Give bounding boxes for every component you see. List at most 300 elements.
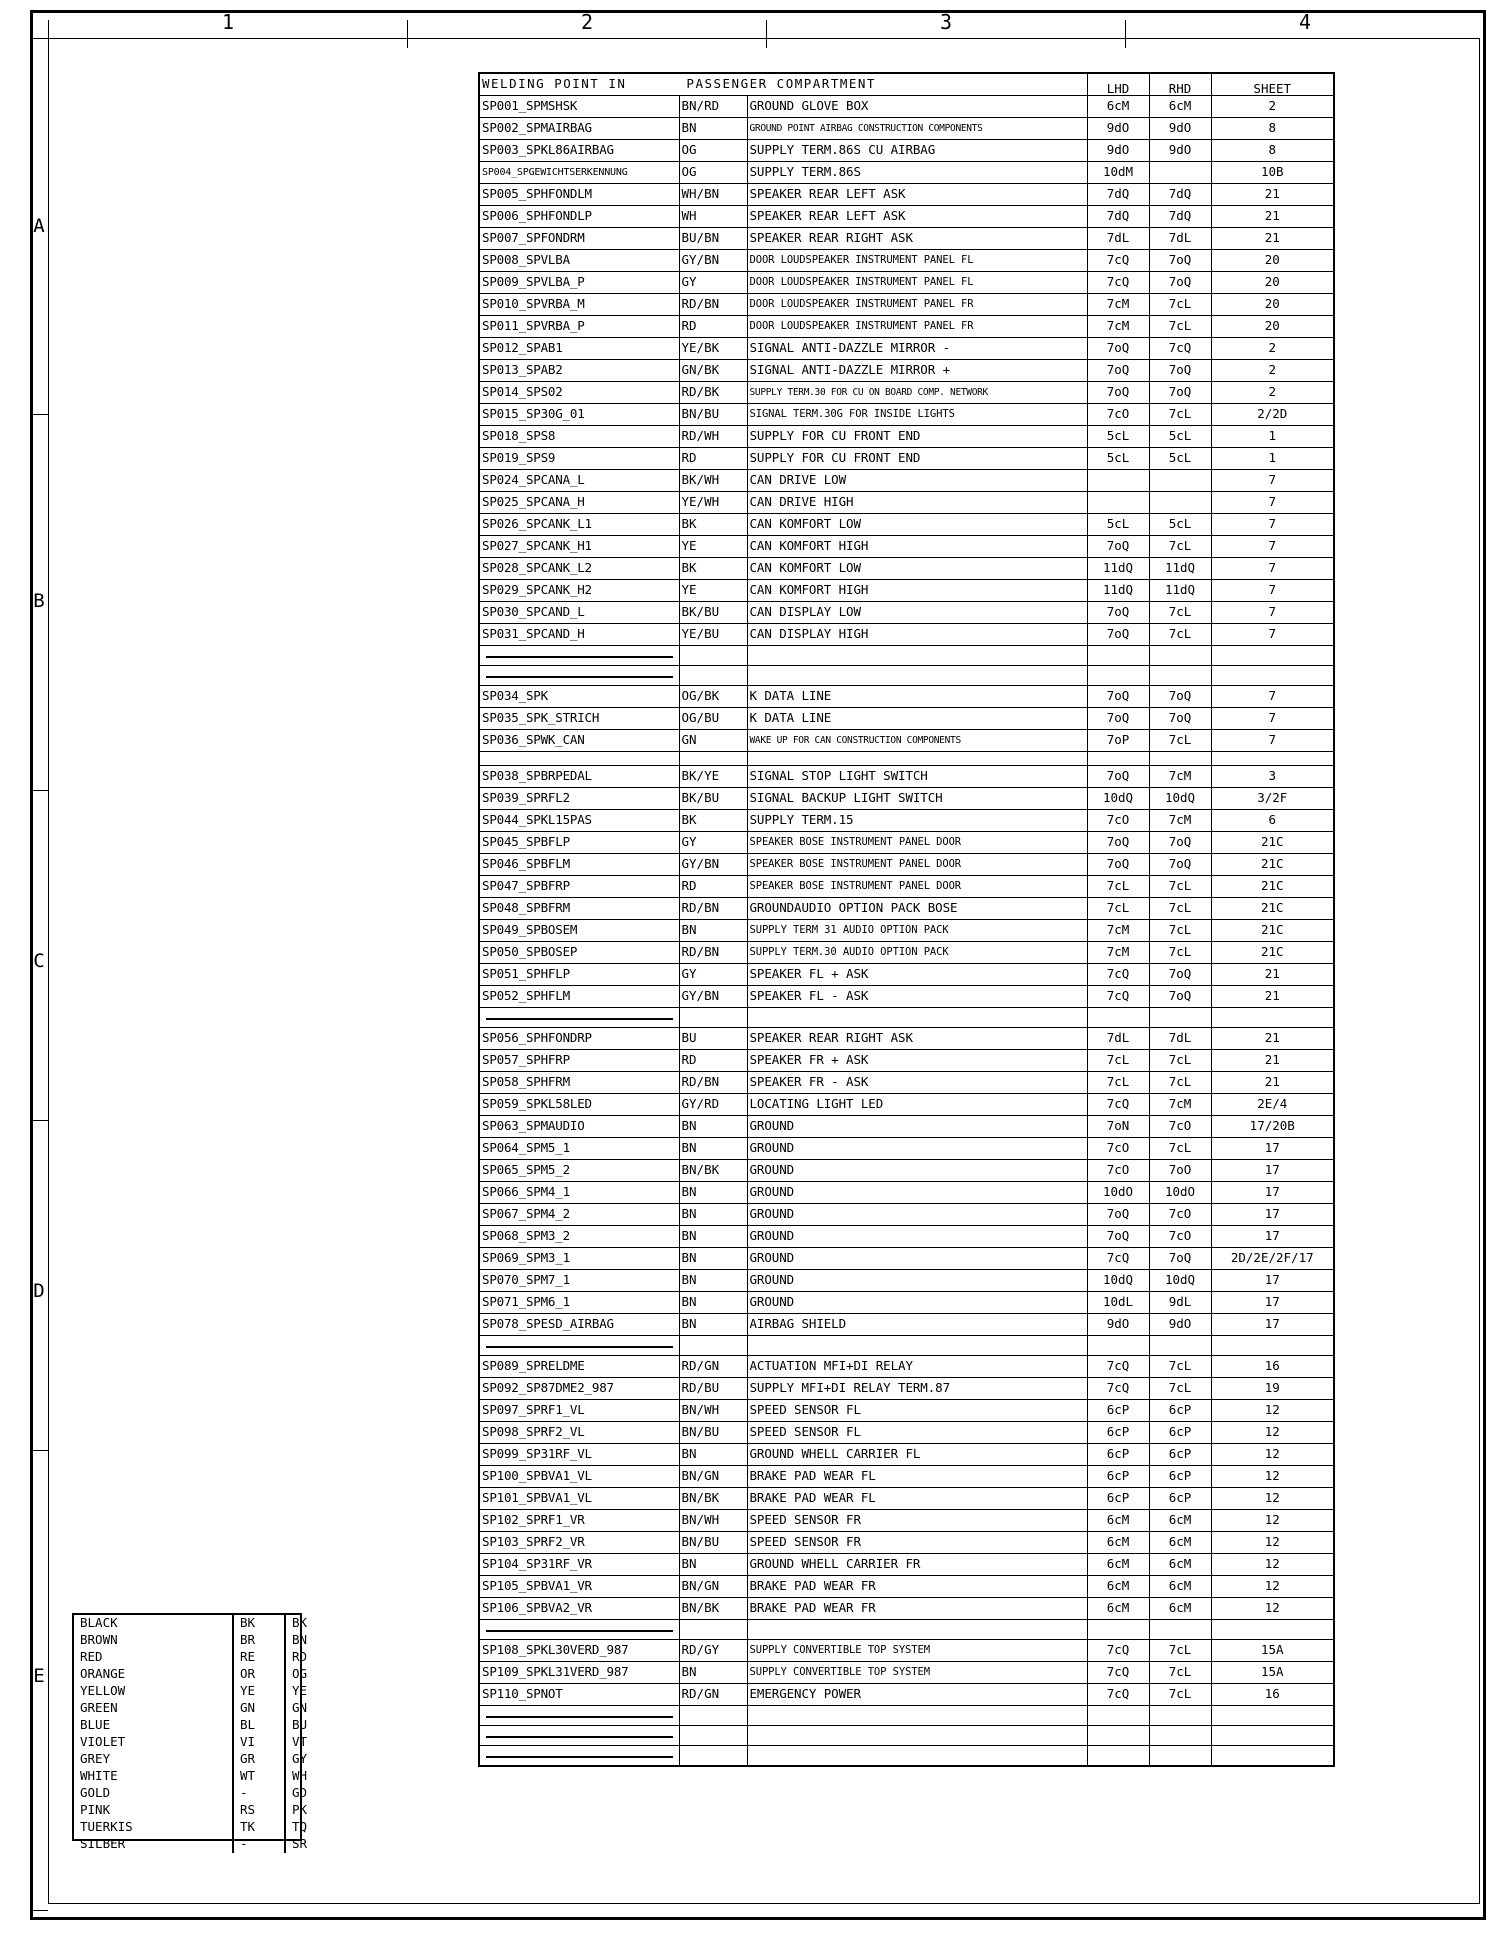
cell-color-code: BN/WH xyxy=(679,1510,747,1532)
table-row xyxy=(479,708,1334,730)
welding-point-table xyxy=(478,72,1333,1767)
legend-color-name: BLACK xyxy=(80,1615,118,1631)
legend-abbrev-de: BR xyxy=(233,1632,285,1649)
table-row xyxy=(479,1598,1334,1620)
cell-description: SIGNAL BACKUP LIGHT SWITCH xyxy=(747,788,1087,810)
legend-color-name: GREY xyxy=(80,1751,111,1767)
cell-rhd-code: 10dQ xyxy=(1149,1270,1211,1292)
cell-rhd-code: 7oO xyxy=(1149,1160,1211,1182)
cell-welding-point: SP105_SPBVA1_VR xyxy=(479,1576,679,1598)
cell-description: SPEAKER REAR LEFT ASK xyxy=(747,184,1087,206)
cell-color-code: BN/RD xyxy=(679,96,747,118)
cell-sheet-ref: 7 xyxy=(1211,536,1334,558)
cell-color-code: BK/BU xyxy=(679,788,747,810)
cell-color-code: YE xyxy=(679,580,747,602)
table-separator-row xyxy=(479,1746,1334,1767)
table-row xyxy=(479,788,1334,810)
cell-welding-point: SP015_SP30G_01 xyxy=(479,404,679,426)
legend-row xyxy=(74,1819,334,1836)
cell-rhd-code: 7oQ xyxy=(1149,360,1211,382)
cell-lhd-code: 7cM xyxy=(1087,942,1149,964)
cell-welding-point: SP009_SPVLBA_P xyxy=(479,272,679,294)
cell-rhd-code: 11dQ xyxy=(1149,580,1211,602)
cell-sheet-ref: 21 xyxy=(1211,1028,1334,1050)
cell-rhd-code: 6cP xyxy=(1149,1488,1211,1510)
cell-color-code: GY/BN xyxy=(679,250,747,272)
table-row xyxy=(479,1422,1334,1444)
legend-abbrev-de: TK xyxy=(233,1819,285,1836)
cell-description: GROUNDAUDIO OPTION PACK BOSE xyxy=(747,898,1087,920)
legend-abbrev-de: WT xyxy=(233,1768,285,1785)
cell-welding-point: SP025_SPCANA_H xyxy=(479,492,679,514)
cell-description: WAKE UP FOR CAN CONSTRUCTION COMPONENTS xyxy=(747,730,1087,752)
cell-description: GROUND WHELL CARRIER FL xyxy=(747,1444,1087,1466)
cell-sheet-ref: 21 xyxy=(1211,228,1334,250)
cell-color-code: OG/BK xyxy=(679,686,747,708)
cell-description: LOCATING LIGHT LED xyxy=(747,1094,1087,1116)
cell-rhd-code: 7oQ xyxy=(1149,1248,1211,1270)
cell-color-code: BU/BN xyxy=(679,228,747,250)
cell-rhd-code: 9dO xyxy=(1149,118,1211,140)
table-row xyxy=(479,1292,1334,1314)
cell-welding-point: SP070_SPM7_1 xyxy=(479,1270,679,1292)
cell-sheet-ref: 21 xyxy=(1211,1050,1334,1072)
cell-description: GROUND xyxy=(747,1204,1087,1226)
cell-lhd-code: 6cM xyxy=(1087,1554,1149,1576)
cell-description: SPEAKER REAR RIGHT ASK xyxy=(747,1028,1087,1050)
cell-rhd-code: 9dO xyxy=(1149,140,1211,162)
cell-sheet-ref: 12 xyxy=(1211,1488,1334,1510)
cell-lhd-code: 7dQ xyxy=(1087,206,1149,228)
cell-color-code: OG xyxy=(679,162,747,184)
cell-sheet-ref: 20 xyxy=(1211,316,1334,338)
cell-welding-point: SP065_SPM5_2 xyxy=(479,1160,679,1182)
cell-sheet-ref: 21 xyxy=(1211,1072,1334,1094)
cell-color-code: BN xyxy=(679,1314,747,1336)
cell-sheet-ref: 12 xyxy=(1211,1400,1334,1422)
cell-welding-point: SP019_SPS9 xyxy=(479,448,679,470)
cell-welding-point: SP010_SPVRBA_M xyxy=(479,294,679,316)
cell-sheet-ref: 21C xyxy=(1211,942,1334,964)
cell-welding-point: SP012_SPAB1 xyxy=(479,338,679,360)
cell-color-code: GY xyxy=(679,272,747,294)
cell-description: BRAKE PAD WEAR FR xyxy=(747,1576,1087,1598)
cell-lhd-code: 9dO xyxy=(1087,1314,1149,1336)
cell-color-code: BN xyxy=(679,1554,747,1576)
cell-description: SPEAKER FR + ASK xyxy=(747,1050,1087,1072)
cell-sheet-ref: 17 xyxy=(1211,1270,1334,1292)
cell-description: DOOR LOUDSPEAKER INSTRUMENT PANEL FR xyxy=(747,294,1087,316)
cell-rhd-code: 7cO xyxy=(1149,1116,1211,1138)
table-row xyxy=(479,1072,1334,1094)
cell-sheet-ref: 2 xyxy=(1211,96,1334,118)
table-row xyxy=(479,1466,1334,1488)
cell-color-code: BK/BU xyxy=(679,602,747,624)
cell-color-code: GN/BK xyxy=(679,360,747,382)
cell-sheet-ref: 17/20B xyxy=(1211,1116,1334,1138)
table-separator-row xyxy=(479,1620,1334,1640)
cell-description: GROUND xyxy=(747,1226,1087,1248)
cell-description: GROUND POINT AIRBAG CONSTRUCTION COMPONENTS xyxy=(747,118,1087,140)
cell-color-code: RD/GN xyxy=(679,1356,747,1378)
cell-color-code: RD/BK xyxy=(679,382,747,404)
cell-color-code: YE/BU xyxy=(679,624,747,646)
cell-lhd-code: 6cM xyxy=(1087,1532,1149,1554)
cell-lhd-code: 6cP xyxy=(1087,1422,1149,1444)
legend-row xyxy=(74,1717,334,1734)
cell-welding-point: SP069_SPM3_1 xyxy=(479,1248,679,1270)
cell-description: BRAKE PAD WEAR FL xyxy=(747,1488,1087,1510)
cell-description: GROUND WHELL CARRIER FR xyxy=(747,1554,1087,1576)
cell-color-code: RD/GY xyxy=(679,1640,747,1662)
cell-description: SUPPLY TERM.30 AUDIO OPTION PACK xyxy=(747,942,1087,964)
legend-abbrev-en: VT xyxy=(285,1734,334,1751)
cell-description: SUPPLY TERM.30 FOR CU ON BOARD COMP. NETWORK xyxy=(747,382,1087,404)
cell-color-code: RD xyxy=(679,876,747,898)
cell-lhd-code: 7cO xyxy=(1087,1138,1149,1160)
cell-color-code: BN/BK xyxy=(679,1488,747,1510)
cell-rhd-code: 7oQ xyxy=(1149,832,1211,854)
cell-lhd-code: 7oQ xyxy=(1087,536,1149,558)
row-label-a: A xyxy=(33,215,45,237)
cell-lhd-code: 7cQ xyxy=(1087,964,1149,986)
cell-sheet-ref: 20 xyxy=(1211,272,1334,294)
legend-color-name: GOLD xyxy=(80,1785,111,1801)
cell-lhd-code: 7oQ xyxy=(1087,708,1149,730)
cell-lhd-code: 6cM xyxy=(1087,1598,1149,1620)
cell-rhd-code: 6cP xyxy=(1149,1466,1211,1488)
legend-abbrev-de: GN xyxy=(233,1700,285,1717)
cell-rhd-code: 6cM xyxy=(1149,1510,1211,1532)
cell-sheet-ref: 21C xyxy=(1211,832,1334,854)
cell-rhd-code: 7oQ xyxy=(1149,986,1211,1008)
cell-color-code: GY xyxy=(679,964,747,986)
cell-welding-point: SP024_SPCANA_L xyxy=(479,470,679,492)
cell-welding-point: SP049_SPBOSEM xyxy=(479,920,679,942)
cell-color-code: YE xyxy=(679,536,747,558)
cell-welding-point: SP109_SPKL31VERD_987 xyxy=(479,1662,679,1684)
table-row xyxy=(479,1094,1334,1116)
cell-description: DOOR LOUDSPEAKER INSTRUMENT PANEL FR xyxy=(747,316,1087,338)
table-row xyxy=(479,1532,1334,1554)
table-row xyxy=(479,250,1334,272)
legend-row xyxy=(74,1683,334,1700)
cell-sheet-ref: 8 xyxy=(1211,118,1334,140)
table-row xyxy=(479,1378,1334,1400)
legend-abbrev-de: VI xyxy=(233,1734,285,1751)
cell-rhd-code: 7cL xyxy=(1149,898,1211,920)
table-row xyxy=(479,1138,1334,1160)
cell-color-code: BK/YE xyxy=(679,766,747,788)
legend-color-name: BROWN xyxy=(80,1632,118,1648)
cell-lhd-code: 7cQ xyxy=(1087,1640,1149,1662)
cell-sheet-ref: 2E/4 xyxy=(1211,1094,1334,1116)
cell-sheet-ref: 7 xyxy=(1211,580,1334,602)
cell-description: CAN KOMFORT LOW xyxy=(747,514,1087,536)
cell-rhd-code: 7oQ xyxy=(1149,708,1211,730)
cell-rhd-code: 5cL xyxy=(1149,448,1211,470)
cell-description: BRAKE PAD WEAR FR xyxy=(747,1598,1087,1620)
cell-rhd-code: 10dO xyxy=(1149,1182,1211,1204)
cell-color-code: BN xyxy=(679,1138,747,1160)
table-row xyxy=(479,470,1334,492)
cell-description: GROUND GLOVE BOX xyxy=(747,96,1087,118)
cell-lhd-code: 7oQ xyxy=(1087,766,1149,788)
cell-rhd-code: 7cL xyxy=(1149,1684,1211,1706)
cell-description: SPEED SENSOR FL xyxy=(747,1400,1087,1422)
cell-lhd-code: 7oQ xyxy=(1087,360,1149,382)
legend-abbrev-de: RS xyxy=(233,1802,285,1819)
cell-color-code: GY/BN xyxy=(679,986,747,1008)
table-row xyxy=(479,876,1334,898)
cell-description: SPEAKER BOSE INSTRUMENT PANEL DOOR xyxy=(747,832,1087,854)
table-row xyxy=(479,898,1334,920)
cell-sheet-ref: 21C xyxy=(1211,898,1334,920)
cell-lhd-code: 5cL xyxy=(1087,426,1149,448)
cell-welding-point: SP058_SPHFRM xyxy=(479,1072,679,1094)
cell-lhd-code: 7cL xyxy=(1087,1072,1149,1094)
cell-sheet-ref: 12 xyxy=(1211,1466,1334,1488)
cell-description: GROUND xyxy=(747,1138,1087,1160)
cell-rhd-code: 11dQ xyxy=(1149,558,1211,580)
table-row xyxy=(479,448,1334,470)
cell-rhd-code: 5cL xyxy=(1149,426,1211,448)
cell-description: SIGNAL TERM.30G FOR INSIDE LIGHTS xyxy=(747,404,1087,426)
cell-rhd-code: 7cM xyxy=(1149,1094,1211,1116)
cell-welding-point: SP005_SPHFONDLM xyxy=(479,184,679,206)
legend-row xyxy=(74,1802,334,1819)
table-row xyxy=(479,1182,1334,1204)
cell-rhd-code: 7cL xyxy=(1149,1356,1211,1378)
cell-welding-point: SP029_SPCANK_H2 xyxy=(479,580,679,602)
cell-color-code: BN xyxy=(679,1444,747,1466)
table-row xyxy=(479,1270,1334,1292)
cell-color-code: BU xyxy=(679,1028,747,1050)
table-row xyxy=(479,360,1334,382)
table-row xyxy=(479,162,1334,184)
cell-lhd-code: 7cO xyxy=(1087,1160,1149,1182)
cell-color-code: BK xyxy=(679,514,747,536)
cell-sheet-ref: 7 xyxy=(1211,514,1334,536)
legend-color-name: VIOLET xyxy=(80,1734,126,1750)
cell-lhd-code: 10dL xyxy=(1087,1292,1149,1314)
legend-row xyxy=(74,1649,334,1666)
legend-abbrev-de: RE xyxy=(233,1649,285,1666)
cell-description: SUPPLY FOR CU FRONT END xyxy=(747,426,1087,448)
cell-welding-point: SP071_SPM6_1 xyxy=(479,1292,679,1314)
cell-lhd-code: 6cP xyxy=(1087,1400,1149,1422)
cell-welding-point: SP100_SPBVA1_VL xyxy=(479,1466,679,1488)
cell-welding-point: SP036_SPWK_CAN xyxy=(479,730,679,752)
cell-welding-point: SP057_SPHFRP xyxy=(479,1050,679,1072)
cell-sheet-ref: 17 xyxy=(1211,1314,1334,1336)
cell-rhd-code: 6cM xyxy=(1149,1576,1211,1598)
cell-welding-point: SP092_SP87DME2_987 xyxy=(479,1378,679,1400)
table-separator-row xyxy=(479,1336,1334,1356)
table-row xyxy=(479,184,1334,206)
table-row xyxy=(479,1488,1334,1510)
cell-lhd-code: 11dQ xyxy=(1087,558,1149,580)
cell-lhd-code: 7cL xyxy=(1087,898,1149,920)
table-row xyxy=(479,1160,1334,1182)
table-row xyxy=(479,558,1334,580)
cell-lhd-code: 7cO xyxy=(1087,404,1149,426)
cell-lhd-code: 7oQ xyxy=(1087,1204,1149,1226)
cell-description: CAN DISPLAY LOW xyxy=(747,602,1087,624)
legend-abbrev-en: RD xyxy=(285,1649,334,1666)
cell-sheet-ref: 21 xyxy=(1211,206,1334,228)
cell-color-code: BN xyxy=(679,1248,747,1270)
cell-lhd-code: 7cQ xyxy=(1087,1356,1149,1378)
cell-sheet-ref: 19 xyxy=(1211,1378,1334,1400)
cell-description: GROUND xyxy=(747,1116,1087,1138)
cell-sheet-ref: 3/2F xyxy=(1211,788,1334,810)
cell-welding-point: SP014_SPS02 xyxy=(479,382,679,404)
legend-abbrev-en: TQ xyxy=(285,1819,334,1836)
cell-description: SUPPLY TERM.15 xyxy=(747,810,1087,832)
cell-description: EMERGENCY POWER xyxy=(747,1684,1087,1706)
cell-sheet-ref: 7 xyxy=(1211,558,1334,580)
cell-welding-point: SP035_SPK_STRICH xyxy=(479,708,679,730)
cell-color-code: BN/BK xyxy=(679,1160,747,1182)
legend-abbrev-en: OG xyxy=(285,1666,334,1683)
cell-color-code: RD xyxy=(679,448,747,470)
table-row xyxy=(479,118,1334,140)
cell-lhd-code: 7dL xyxy=(1087,1028,1149,1050)
legend-row xyxy=(74,1615,334,1632)
cell-description: K DATA LINE xyxy=(747,686,1087,708)
cell-color-code: RD/BN xyxy=(679,1072,747,1094)
cell-description: GROUND xyxy=(747,1182,1087,1204)
cell-color-code: GY/RD xyxy=(679,1094,747,1116)
cell-welding-point: SP052_SPHFLM xyxy=(479,986,679,1008)
table-row xyxy=(479,492,1334,514)
table-row xyxy=(479,316,1334,338)
cell-welding-point: SP108_SPKL30VERD_987 xyxy=(479,1640,679,1662)
cell-lhd-code: 6cM xyxy=(1087,1576,1149,1598)
cell-lhd-code: 7oQ xyxy=(1087,382,1149,404)
cell-welding-point: SP045_SPBFLP xyxy=(479,832,679,854)
table-separator-row xyxy=(479,1706,1334,1726)
table-row xyxy=(479,766,1334,788)
cell-sheet-ref: 2 xyxy=(1211,382,1334,404)
cell-rhd-code: 6cP xyxy=(1149,1444,1211,1466)
cell-description: SUPPLY CONVERTIBLE TOP SYSTEM xyxy=(747,1640,1087,1662)
cell-lhd-code: 7cQ xyxy=(1087,1094,1149,1116)
cell-welding-point: SP066_SPM4_1 xyxy=(479,1182,679,1204)
table-row xyxy=(479,1444,1334,1466)
cell-color-code: BN/BK xyxy=(679,1598,747,1620)
legend-abbrev-de: BK xyxy=(233,1615,285,1632)
cell-rhd-code: 7cL xyxy=(1149,536,1211,558)
cell-lhd-code: 10dM xyxy=(1087,162,1149,184)
cell-sheet-ref: 7 xyxy=(1211,470,1334,492)
row-label-c: C xyxy=(33,950,45,972)
cell-lhd-code: 7cQ xyxy=(1087,272,1149,294)
cell-description: GROUND xyxy=(747,1292,1087,1314)
cell-lhd-code: 6cM xyxy=(1087,1510,1149,1532)
table-header-row xyxy=(479,73,1334,96)
legend-abbrev-de: YE xyxy=(233,1683,285,1700)
cell-description: SUPPLY TERM 31 AUDIO OPTION PACK xyxy=(747,920,1087,942)
cell-lhd-code: 7cQ xyxy=(1087,1684,1149,1706)
cell-rhd-code: 7cO xyxy=(1149,1204,1211,1226)
table-row xyxy=(479,1576,1334,1598)
cell-lhd-code: 7cL xyxy=(1087,1050,1149,1072)
cell-description: SIGNAL ANTI-DAZZLE MIRROR + xyxy=(747,360,1087,382)
cell-description: SPEAKER FR - ASK xyxy=(747,1072,1087,1094)
cell-sheet-ref: 8 xyxy=(1211,140,1334,162)
cell-rhd-code: 7cO xyxy=(1149,1226,1211,1248)
header-sheet: SHEET xyxy=(1211,73,1334,96)
cell-sheet-ref: 20 xyxy=(1211,250,1334,272)
cell-lhd-code: 9dO xyxy=(1087,140,1149,162)
cell-lhd-code: 7oQ xyxy=(1087,686,1149,708)
cell-lhd-code: 7cQ xyxy=(1087,1248,1149,1270)
cell-sheet-ref: 12 xyxy=(1211,1598,1334,1620)
table-row xyxy=(479,1116,1334,1138)
table-row xyxy=(479,1248,1334,1270)
column-label-1: 1 xyxy=(221,10,235,34)
cell-rhd-code: 7cL xyxy=(1149,316,1211,338)
cell-sheet-ref: 21C xyxy=(1211,920,1334,942)
table-row xyxy=(479,1204,1334,1226)
cell-description: SPEAKER FL + ASK xyxy=(747,964,1087,986)
cell-color-code: BN xyxy=(679,118,747,140)
cell-color-code: BN/WH xyxy=(679,1400,747,1422)
table-row xyxy=(479,1050,1334,1072)
cell-sheet-ref: 15A xyxy=(1211,1662,1334,1684)
cell-welding-point: SP051_SPHFLP xyxy=(479,964,679,986)
cell-rhd-code: 7cL xyxy=(1149,1640,1211,1662)
cell-welding-point: SP098_SPRF2_VL xyxy=(479,1422,679,1444)
cell-lhd-code: 6cM xyxy=(1087,96,1149,118)
cell-description: SPEAKER FL - ASK xyxy=(747,986,1087,1008)
cell-sheet-ref: 21 xyxy=(1211,184,1334,206)
table-separator-row xyxy=(479,1726,1334,1746)
cell-description: SUPPLY CONVERTIBLE TOP SYSTEM xyxy=(747,1662,1087,1684)
row-label-b: B xyxy=(33,590,45,612)
cell-color-code: BK/WH xyxy=(679,470,747,492)
cell-welding-point: SP097_SPRF1_VL xyxy=(479,1400,679,1422)
table-row xyxy=(479,1554,1334,1576)
table-row xyxy=(479,810,1334,832)
cell-welding-point: SP018_SPS8 xyxy=(479,426,679,448)
table-row xyxy=(479,942,1334,964)
cell-color-code: BN xyxy=(679,1116,747,1138)
cell-sheet-ref: 21C xyxy=(1211,854,1334,876)
cell-color-code: BN/BU xyxy=(679,1532,747,1554)
table-row xyxy=(479,854,1334,876)
cell-sheet-ref: 17 xyxy=(1211,1292,1334,1314)
cell-sheet-ref: 10B xyxy=(1211,162,1334,184)
cell-welding-point: SP047_SPBFRP xyxy=(479,876,679,898)
cell-description: SUPPLY TERM.86S CU AIRBAG xyxy=(747,140,1087,162)
cell-description: SPEAKER REAR LEFT ASK xyxy=(747,206,1087,228)
cell-description: GROUND xyxy=(747,1160,1087,1182)
cell-description: DOOR LOUDSPEAKER INSTRUMENT PANEL FL xyxy=(747,272,1087,294)
cell-color-code: BK xyxy=(679,558,747,580)
cell-color-code: BK xyxy=(679,810,747,832)
cell-welding-point: SP031_SPCAND_H xyxy=(479,624,679,646)
cell-welding-point: SP102_SPRF1_VR xyxy=(479,1510,679,1532)
cell-color-code: RD xyxy=(679,1050,747,1072)
cell-rhd-code: 9dL xyxy=(1149,1292,1211,1314)
cell-rhd-code: 7cM xyxy=(1149,766,1211,788)
cell-rhd-code: 7dQ xyxy=(1149,184,1211,206)
cell-color-code: WH xyxy=(679,206,747,228)
cell-welding-point: SP003_SPKL86AIRBAG xyxy=(479,140,679,162)
